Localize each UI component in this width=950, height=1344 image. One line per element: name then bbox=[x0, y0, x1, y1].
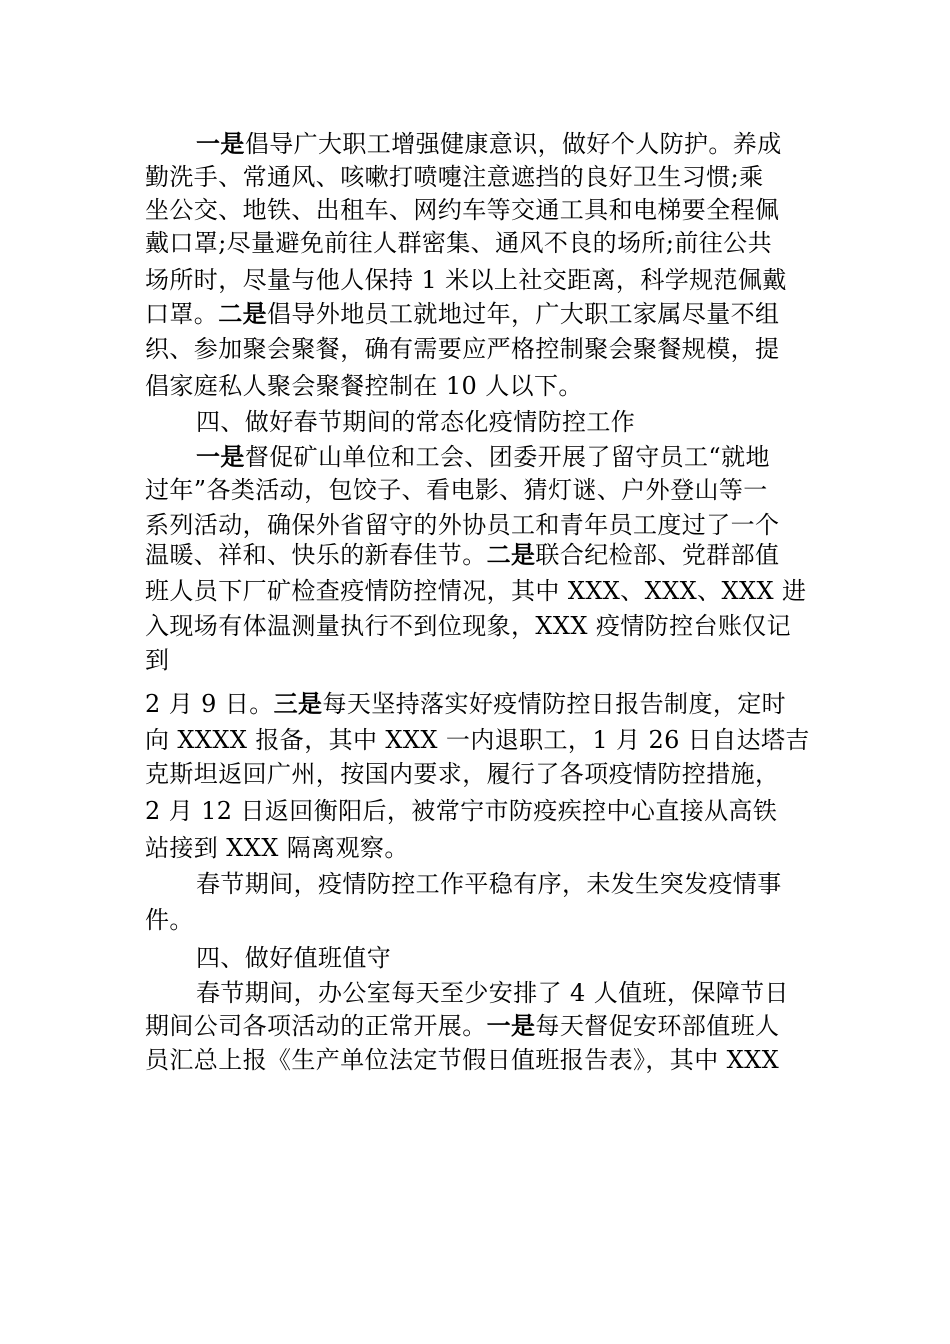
line-text: 倡导外地员工就地过年，广大职工家属尽量不组 bbox=[267, 300, 780, 328]
bold-mark: 三是 bbox=[273, 690, 323, 718]
text-line bbox=[145, 690, 786, 718]
text-line: 到 bbox=[145, 646, 170, 674]
text-line: 戴口罩;尽量避免前往人群密集、通风不良的场所;前往公共 bbox=[145, 229, 772, 257]
line-text: 每天坚持落实好疫情防控日报告制度，定时 bbox=[322, 690, 787, 718]
text-line: 员汇总上报《生产单位法定节假日值班报告表》，其中 XXX bbox=[145, 1046, 780, 1074]
line-text: 每天督促安环部值班人 bbox=[535, 1012, 780, 1040]
text-line bbox=[145, 300, 779, 328]
line-text: 温暖、祥和、快乐的新春佳节。 bbox=[145, 541, 487, 569]
text-line: 系列活动，确保外省留守的外协员工和青年员工度过了一个 bbox=[145, 511, 780, 539]
section-heading: 四、做好值班值守 bbox=[196, 944, 392, 972]
text-line bbox=[196, 130, 782, 158]
bold-lead: 一是 bbox=[196, 130, 245, 158]
line-text: 联合纪检部、党群部值 bbox=[535, 541, 780, 569]
text-line bbox=[145, 541, 779, 569]
text-line: 勤洗手、常通风、咳嗽打喷嚏注意遮挡的良好卫生习惯;乘 bbox=[145, 163, 764, 191]
line-text: 期间公司各项活动的正常开展。 bbox=[145, 1012, 487, 1040]
text-line: 春节期间，办公室每天至少安排了 4 人值班，保障节日 bbox=[196, 979, 789, 1007]
line-text: 倡导广大职工增强健康意识，做好个人防护。养成 bbox=[244, 130, 782, 158]
text-line: 坐公交、地铁、出租车、网约车等交通工具和电梯要全程佩 bbox=[145, 196, 780, 224]
text-line: 班人员下厂矿检查疫情防控情况，其中 XXX、XXX、XXX 进 bbox=[145, 577, 807, 605]
text-line bbox=[145, 1012, 779, 1040]
bold-mark: 二是 bbox=[486, 541, 536, 569]
text-line: 件。 bbox=[145, 906, 194, 934]
text-line: 2 月 12 日返回衡阳后，被常宁市防疫疾控中心直接从高铁 bbox=[145, 797, 778, 825]
bold-lead: 一是 bbox=[196, 443, 245, 471]
text-line: 入现场有体温测量执行不到位现象，XXX 疫情防控台账仅记 bbox=[145, 612, 792, 640]
text-line bbox=[196, 443, 770, 471]
section-heading: 四、做好春节期间的常态化疫情防控工作 bbox=[196, 408, 636, 436]
bold-mark: 一是 bbox=[486, 1012, 536, 1040]
text-line: 站接到 XXX 隔离观察。 bbox=[145, 834, 409, 862]
line-text: 督促矿山单位和工会、团委开展了留守员工“就地 bbox=[244, 443, 770, 471]
line-text: 口罩。 bbox=[145, 300, 219, 328]
text-line: 织、参加聚会聚餐，确有需要应严格控制聚会聚餐规模，提 bbox=[145, 335, 780, 363]
text-line: 克斯坦返回广州，按国内要求，履行了各项疫情防控措施， bbox=[145, 760, 780, 788]
text-line: 春节期间，疫情防控工作平稳有序，未发生突发疫情事 bbox=[196, 870, 782, 898]
text-line: 向 XXXX 报备，其中 XXX 一内退职工，1 月 26 日自达塔吉 bbox=[145, 726, 810, 754]
text-line: 场所时，尽量与他人保持 1 米以上社交距离，科学规范佩戴 bbox=[145, 266, 787, 294]
bold-mark: 二是 bbox=[218, 300, 268, 328]
text-line: 倡家庭私人聚会聚餐控制在 10 人以下。 bbox=[145, 372, 583, 400]
text-line: 过年”各类活动，包饺子、看电影、猜灯谜、户外登山等一 bbox=[145, 476, 768, 504]
line-text: 2 月 9 日。 bbox=[145, 690, 274, 718]
